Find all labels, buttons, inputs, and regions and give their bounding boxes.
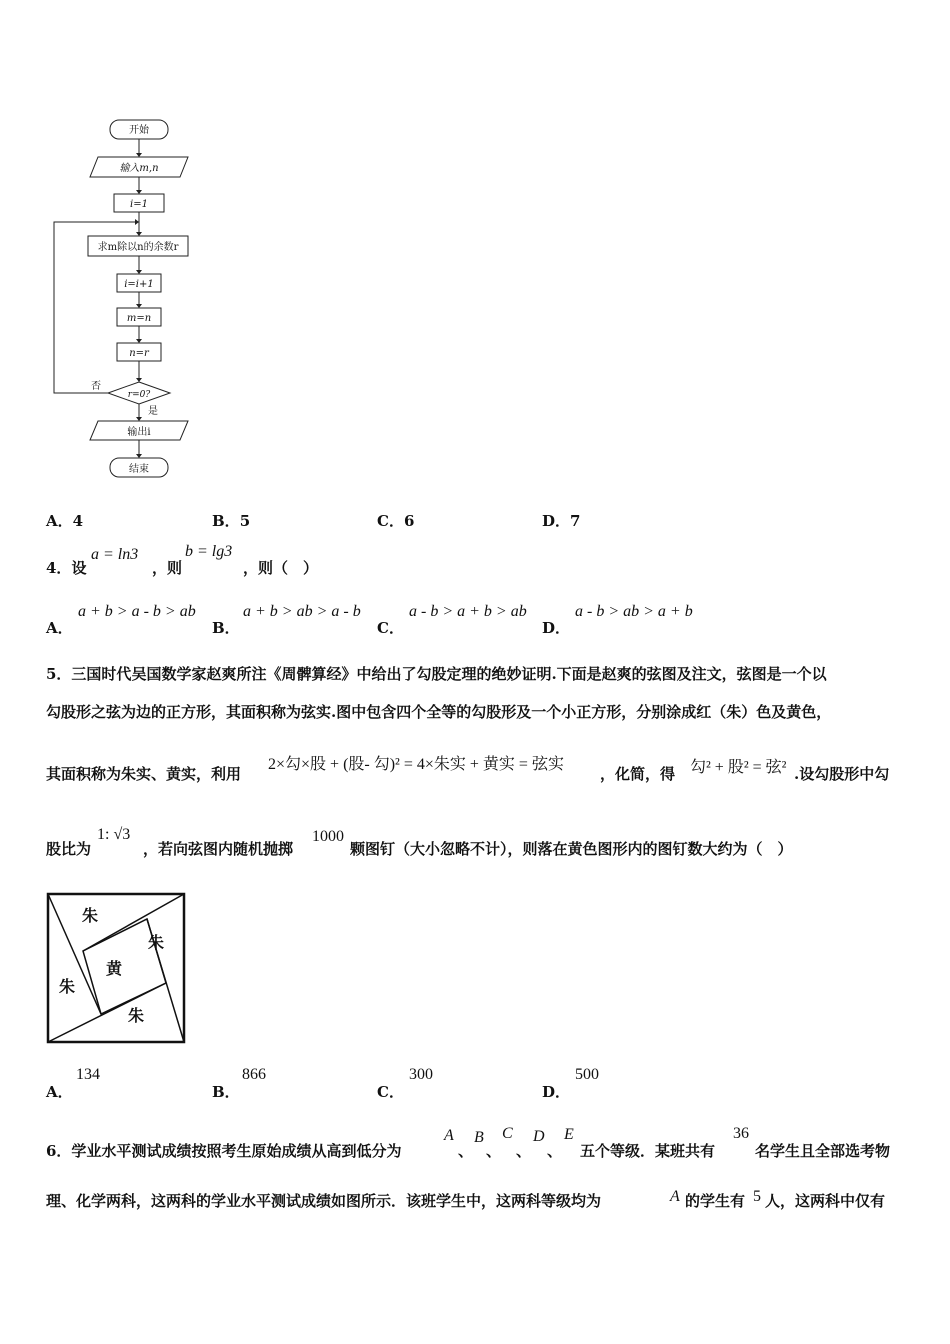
q6-sep-3: 、 [516, 1142, 532, 1160]
zhu-label-bottom: 朱 [128, 1006, 145, 1025]
option-value: 5 [239, 512, 251, 530]
q5-option-b-value: 866 [242, 1066, 266, 1083]
q4-option-c-label: C． [377, 619, 404, 637]
q5-option-d-value: 500 [575, 1066, 599, 1083]
q4-option-b-value: a + b > ab > a - b [243, 603, 361, 620]
q5-line-3-post: .设勾股形中勾 [794, 765, 890, 783]
q6-grade-b: B [474, 1129, 484, 1146]
q6-line-1-mid: 五个等级．某班共有 [580, 1142, 716, 1160]
question-4-stem [46, 557, 86, 578]
q6-grade-a: A [444, 1127, 454, 1144]
option-label: A． [46, 512, 73, 530]
q6-sep-4: 、 [547, 1142, 563, 1160]
q6-sep-2: 、 [486, 1142, 502, 1160]
zhu-label-right: 朱 [148, 933, 165, 952]
q6-five: 5 [753, 1188, 761, 1205]
q5-option-a-label: A． [46, 1083, 73, 1101]
q6-line-2-pre: 理、化学两科，这两科的学业水平测试成绩如图所示．该班学生中，这两科等级均为 [46, 1192, 602, 1210]
q5-option-b-label: B． [212, 1083, 240, 1101]
q6-sep-1: 、 [458, 1142, 474, 1160]
q5-line-3-pre: 其面积称为朱实、黄实，利用 [46, 765, 242, 783]
flowchart [40, 110, 240, 490]
q6-line-1-post: 名学生且全部选考物 [755, 1142, 891, 1160]
flowchart-yes-label: 是 [148, 406, 158, 417]
q3-option-c [377, 510, 414, 531]
q5-count: 1000 [312, 828, 344, 845]
huang-label: 黄 [106, 959, 123, 978]
q5-formula-2: 勾² + 股² = 弦² [690, 759, 787, 776]
flowchart-input-label: 输入m,n [119, 163, 159, 174]
q5-line-4-pre: 股比为 [46, 840, 92, 858]
flowchart-end-label: 结束 [129, 464, 149, 475]
q5-option-c-value: 300 [409, 1066, 433, 1083]
option-label: D． [542, 512, 571, 530]
zhao-shuang-string-diagram [44, 890, 188, 1046]
zhu-label-left: 朱 [59, 977, 76, 996]
q4-text-mid: ，则 [152, 559, 183, 577]
flowchart-output-label: 输出i [127, 427, 151, 438]
q5-line-3-mid: ，化简，得 [600, 765, 676, 783]
flowchart-assign-m-label: m=n [126, 313, 152, 324]
flowchart-remainder-label: 求m除以n的余数r [97, 242, 179, 253]
flowchart-start-label: 开始 [129, 125, 149, 136]
q4-option-c-value: a - b > a + b > ab [409, 603, 527, 620]
flowchart-increment-label: i=i+1 [124, 279, 154, 290]
q4-text-post: ，则（ ） [243, 559, 319, 577]
q6-grade-d: D [533, 1128, 545, 1145]
flowchart-no-label: 否 [91, 381, 101, 392]
q6-grade-a-inline: A [670, 1188, 680, 1205]
option-label: B． [212, 512, 240, 530]
q6-line-2-mid: 的学生有 [685, 1192, 746, 1210]
flowchart-init-label: i=1 [130, 199, 148, 210]
q5-line-4-post: 颗图钉（大小忽略不计），则落在黄色图形内的图钉数大约为（ ） [350, 840, 793, 858]
q5-line-1: 5．三国时代吴国数学家赵爽所注《周髀算经》中给出了勾股定理的绝妙证明.下面是赵爽的弦图及注文，弦图是一个以 [46, 665, 827, 683]
q5-option-a-value: 134 [76, 1066, 100, 1083]
q5-line-2: 勾股形之弦为边的正方形，其面积称为弦实.图中包含四个全等的勾股形及一个小正方形，分别涂成红（朱）色及黄色， [46, 703, 832, 721]
q4-option-d-value: a - b > ab > a + b [575, 603, 693, 620]
q4-a-expression: a = ln3 [91, 546, 139, 563]
q5-ratio: 1: √3 [97, 826, 131, 843]
flowchart-condition-label: r=0? [127, 390, 151, 400]
question-number: 4． [46, 559, 72, 577]
q3-option-b [212, 510, 250, 531]
q6-grade-e: E [564, 1126, 574, 1143]
q4-option-b-label: B． [212, 619, 240, 637]
flowchart-assign-n-label: n=r [129, 348, 149, 359]
option-value: 4 [72, 512, 84, 530]
q5-option-d-label: D． [542, 1083, 571, 1101]
q6-grade-c: C [502, 1125, 513, 1142]
q4-text-pre: 设 [71, 559, 87, 577]
q5-line-4-mid: ，若向弦图内随机抛掷 [143, 840, 294, 858]
zhu-label-top: 朱 [82, 906, 99, 925]
q4-option-a-value: a + b > a - b > ab [78, 603, 196, 620]
q4-b-expression: b = lg3 [185, 543, 233, 560]
q4-option-a-label: A． [46, 619, 73, 637]
q3-option-d [542, 510, 580, 531]
q5-option-c-label: C． [377, 1083, 404, 1101]
q5-formula-1: 2×勾×股 + (股- 勾)² = 4×朱实 + 黄实 = 弦实 [268, 756, 564, 773]
option-value: 6 [403, 512, 415, 530]
q6-line-2-post: 人，这两科中仅有 [765, 1192, 886, 1210]
q4-option-d-label: D． [542, 619, 571, 637]
q6-line-1-pre: 6．学业水平测试成绩按照考生原始成绩从高到低分为 [46, 1142, 402, 1160]
q3-option-a [46, 510, 83, 531]
q6-student-count: 36 [733, 1125, 749, 1142]
option-label: C． [377, 512, 404, 530]
option-value: 7 [570, 512, 581, 530]
